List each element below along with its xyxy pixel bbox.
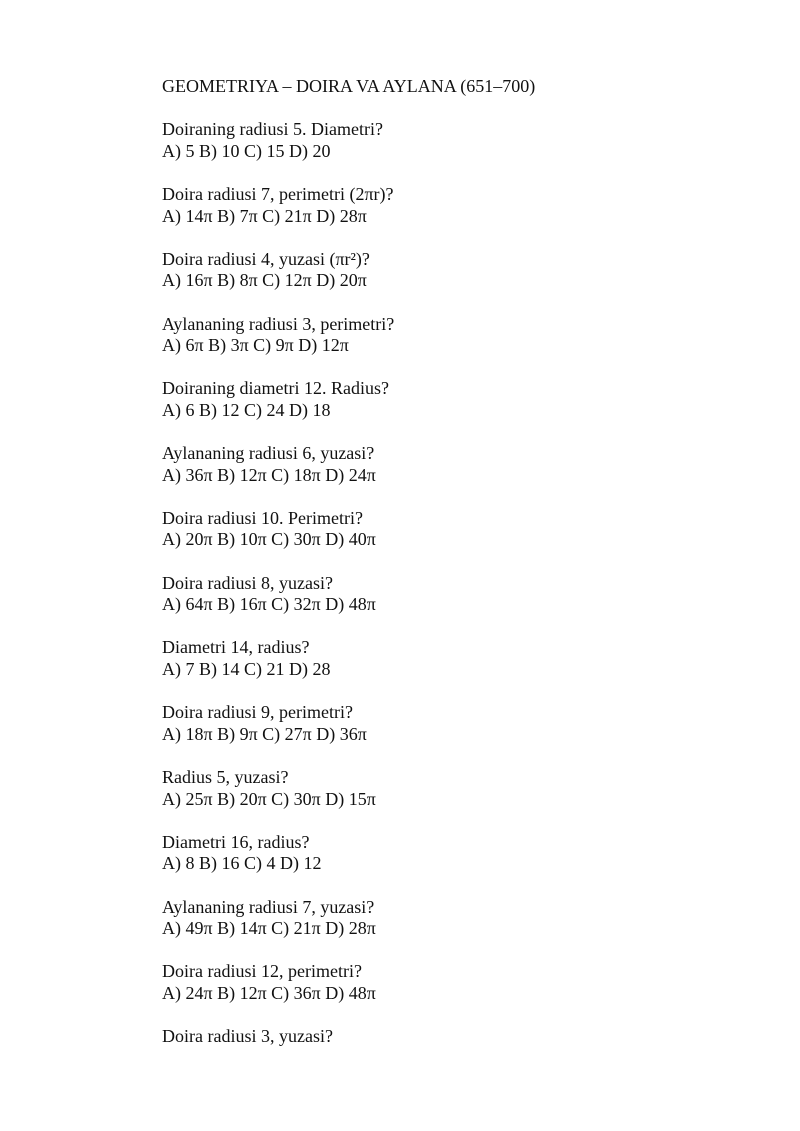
question-text: Doira radiusi 4, yuzasi (πr²)?: [162, 248, 370, 269]
question-text: Aylananing radiusi 6, yuzasi?: [162, 443, 375, 464]
answer-options: A) 24π B) 12π C) 36π D) 48π: [162, 982, 376, 1003]
answer-options: A) 7 B) 14 C) 21 D) 28: [162, 659, 331, 680]
answer-options: A) 6 B) 12 C) 24 D) 18: [162, 399, 331, 420]
question-item: [162, 573, 762, 616]
question-text: Diametri 16, radius?: [162, 831, 310, 852]
question-text: Aylananing radiusi 7, yuzasi?: [162, 896, 375, 917]
answer-options: A) 20π B) 10π C) 30π D) 40π: [162, 529, 376, 550]
question-item: [162, 702, 762, 745]
answer-options: A) 18π B) 9π C) 27π D) 36π: [162, 723, 367, 744]
question-text: Doira radiusi 9, perimetri?: [162, 702, 353, 723]
answer-options: A) 16π B) 8π C) 12π D) 20π: [162, 270, 367, 291]
answer-options: A) 5 B) 10 C) 15 D) 20: [162, 140, 331, 161]
question-text: Doira radiusi 7, perimetri (2πr)?: [162, 183, 394, 204]
question-item: [162, 314, 762, 357]
question-text: Doira radiusi 3, yuzasi?: [162, 1026, 333, 1047]
question-text: Doira radiusi 12, perimetri?: [162, 961, 362, 982]
document-page: [162, 76, 762, 1069]
question-text: Diametri 14, radius?: [162, 637, 310, 658]
answer-options: A) 8 B) 16 C) 4 D) 12: [162, 853, 322, 874]
question-item: [162, 637, 762, 680]
question-text: Doiraning radiusi 5. Diametri?: [162, 119, 383, 140]
question-item: [162, 184, 762, 227]
page-title: GEOMETRIYA – DOIRA VA AYLANA (651–700): [162, 76, 536, 96]
question-text: Doira radiusi 10. Perimetri?: [162, 507, 363, 528]
question-item: [162, 119, 762, 162]
question-item: [162, 961, 762, 1004]
question-text: Radius 5, yuzasi?: [162, 767, 289, 787]
question-item: [162, 897, 762, 940]
question-item: [162, 1026, 762, 1048]
answer-options: A) 49π B) 14π C) 21π D) 28π: [162, 918, 376, 939]
answer-options: A) 14π B) 7π C) 21π D) 28π: [162, 205, 367, 226]
question-text: Aylananing radiusi 3, perimetri?: [162, 313, 395, 334]
question-item: [162, 249, 762, 292]
question-item: [162, 832, 762, 875]
question-text: Doiraning diametri 12. Radius?: [162, 378, 389, 399]
question-text: Doira radiusi 8, yuzasi?: [162, 572, 333, 593]
question-item: [162, 508, 762, 551]
question-item: [162, 378, 762, 421]
question-item: [162, 443, 762, 486]
answer-options: A) 64π B) 16π C) 32π D) 48π: [162, 594, 376, 615]
answer-options: A) 6π B) 3π C) 9π D) 12π: [162, 335, 349, 356]
answer-options: A) 25π B) 20π C) 30π D) 15π: [162, 788, 376, 809]
answer-options: A) 36π B) 12π C) 18π D) 24π: [162, 464, 376, 485]
question-item: [162, 767, 762, 810]
